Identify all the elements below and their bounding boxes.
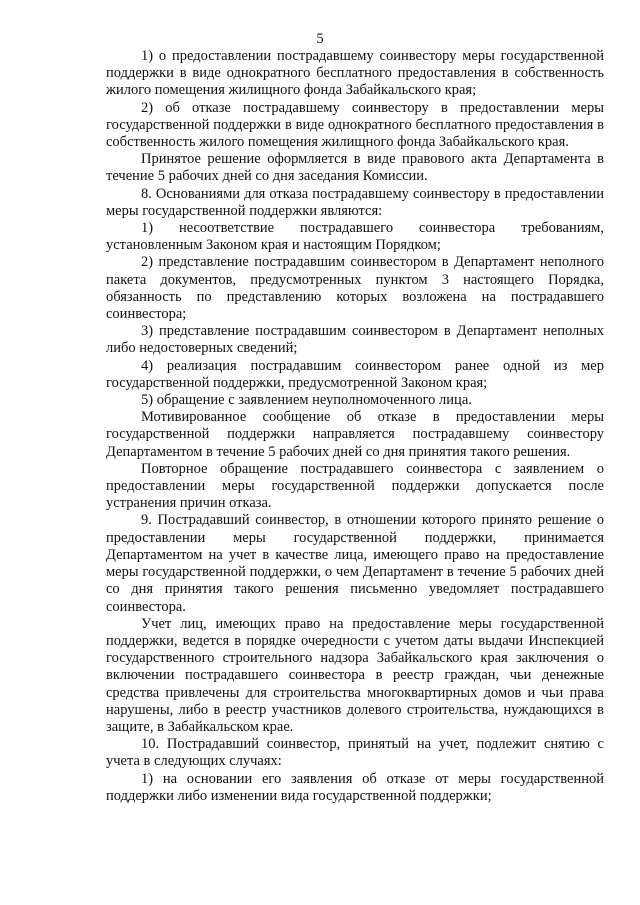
paragraph-item-9-registration: 9. Пострадавший соинвестор, в отношении которого принято решение о предоставлении меры государственной поддержки, принимается Департаментом на учет в качестве лица, имеющего право на предоставление меры государственной поддержки, о чем Департамент в течение 5 рабочих дней со дня принятия такого решения письменно уведомляет пострадавшего соинвестора. bbox=[106, 512, 604, 615]
page-number: 5 bbox=[316, 31, 324, 47]
paragraph-refusal-ground-5: 5) обращение с заявлением неуполномоченного лица. bbox=[141, 392, 472, 409]
paragraph-refusal-notice: Мотивированное сообщение об отказе в предоставлении меры государственной поддержки направляется пострадавшему соинвестору Департаментом в течение 5 рабочих дней со дня принятия такого решения. bbox=[106, 409, 604, 460]
paragraph-item-8-heading: 8. Основаниями для отказа пострадавшему соинвестору в предоставлении меры государственной поддержки являются: bbox=[106, 185, 604, 219]
paragraph-refusal-ground-2: 2) представление пострадавшим соинвестором в Департамент неполного пакета документов, предусмотренных пунктом 3 настоящего Порядка, обязанность по представлению которых возложена на пострадавшего соинвестора; bbox=[106, 254, 604, 323]
document-body bbox=[106, 48, 604, 805]
paragraph-refusal-ground-3: 3) представление пострадавшим соинвестором в Департамент неполных либо недостоверных сведений; bbox=[106, 323, 604, 357]
paragraph-decision-grant: 1) о предоставлении пострадавшему соинвестору меры государственной поддержки в виде однократного бесплатного предоставления в собственность жилого помещения жилищного фонда Забайкальского края; bbox=[106, 48, 604, 99]
paragraph-removal-case-1: 1) на основании его заявления об отказе от меры государственной поддержки либо изменении вида государственной поддержки; bbox=[106, 770, 604, 804]
paragraph-repeat-application: Повторное обращение пострадавшего соинвестора с заявлением о предоставлении меры государственной поддержки допускается после устранения причин отказа. bbox=[106, 460, 604, 512]
paragraph-decision-formalization: Принятое решение оформляется в виде правового акта Департамента в течение 5 рабочих дней со дня заседания Комиссии. bbox=[106, 151, 604, 185]
paragraph-item-10-heading: 10. Пострадавший соинвестор, принятый на учет, подлежит снятию с учета в следующих случаях: bbox=[106, 736, 604, 770]
paragraph-registration-order: Учет лиц, имеющих право на предоставление меры государственной поддержки, ведется в порядке очередности с учетом даты выдачи Инспекцией государственного строительного надзора Забайкальского края заключения о включении пострадавшего соинвестора в реестр граждан, чьи денежные средства привлечены для строительства многоквартирных домов и чьи права нарушены, либо в реестр участников долевого строительства, нуждающихся в защите, в Забайкальском крае. bbox=[106, 615, 604, 735]
paragraph-decision-refusal: 2) об отказе пострадавшему соинвестору в предоставлении меры государственной поддержки в виде однократного бесплатного предоставления в собственность жилого помещения жилищного фонда Забайкальского края. bbox=[106, 99, 604, 151]
paragraph-refusal-ground-4: 4) реализация пострадавшим соинвестором ранее одной из мер государственной поддержки, предусмотренной Законом края; bbox=[106, 357, 604, 391]
paragraph-refusal-ground-1: 1) несоответствие пострадавшего соинвестора требованиям, установленным Законом края и настоящим Порядком; bbox=[106, 220, 604, 254]
